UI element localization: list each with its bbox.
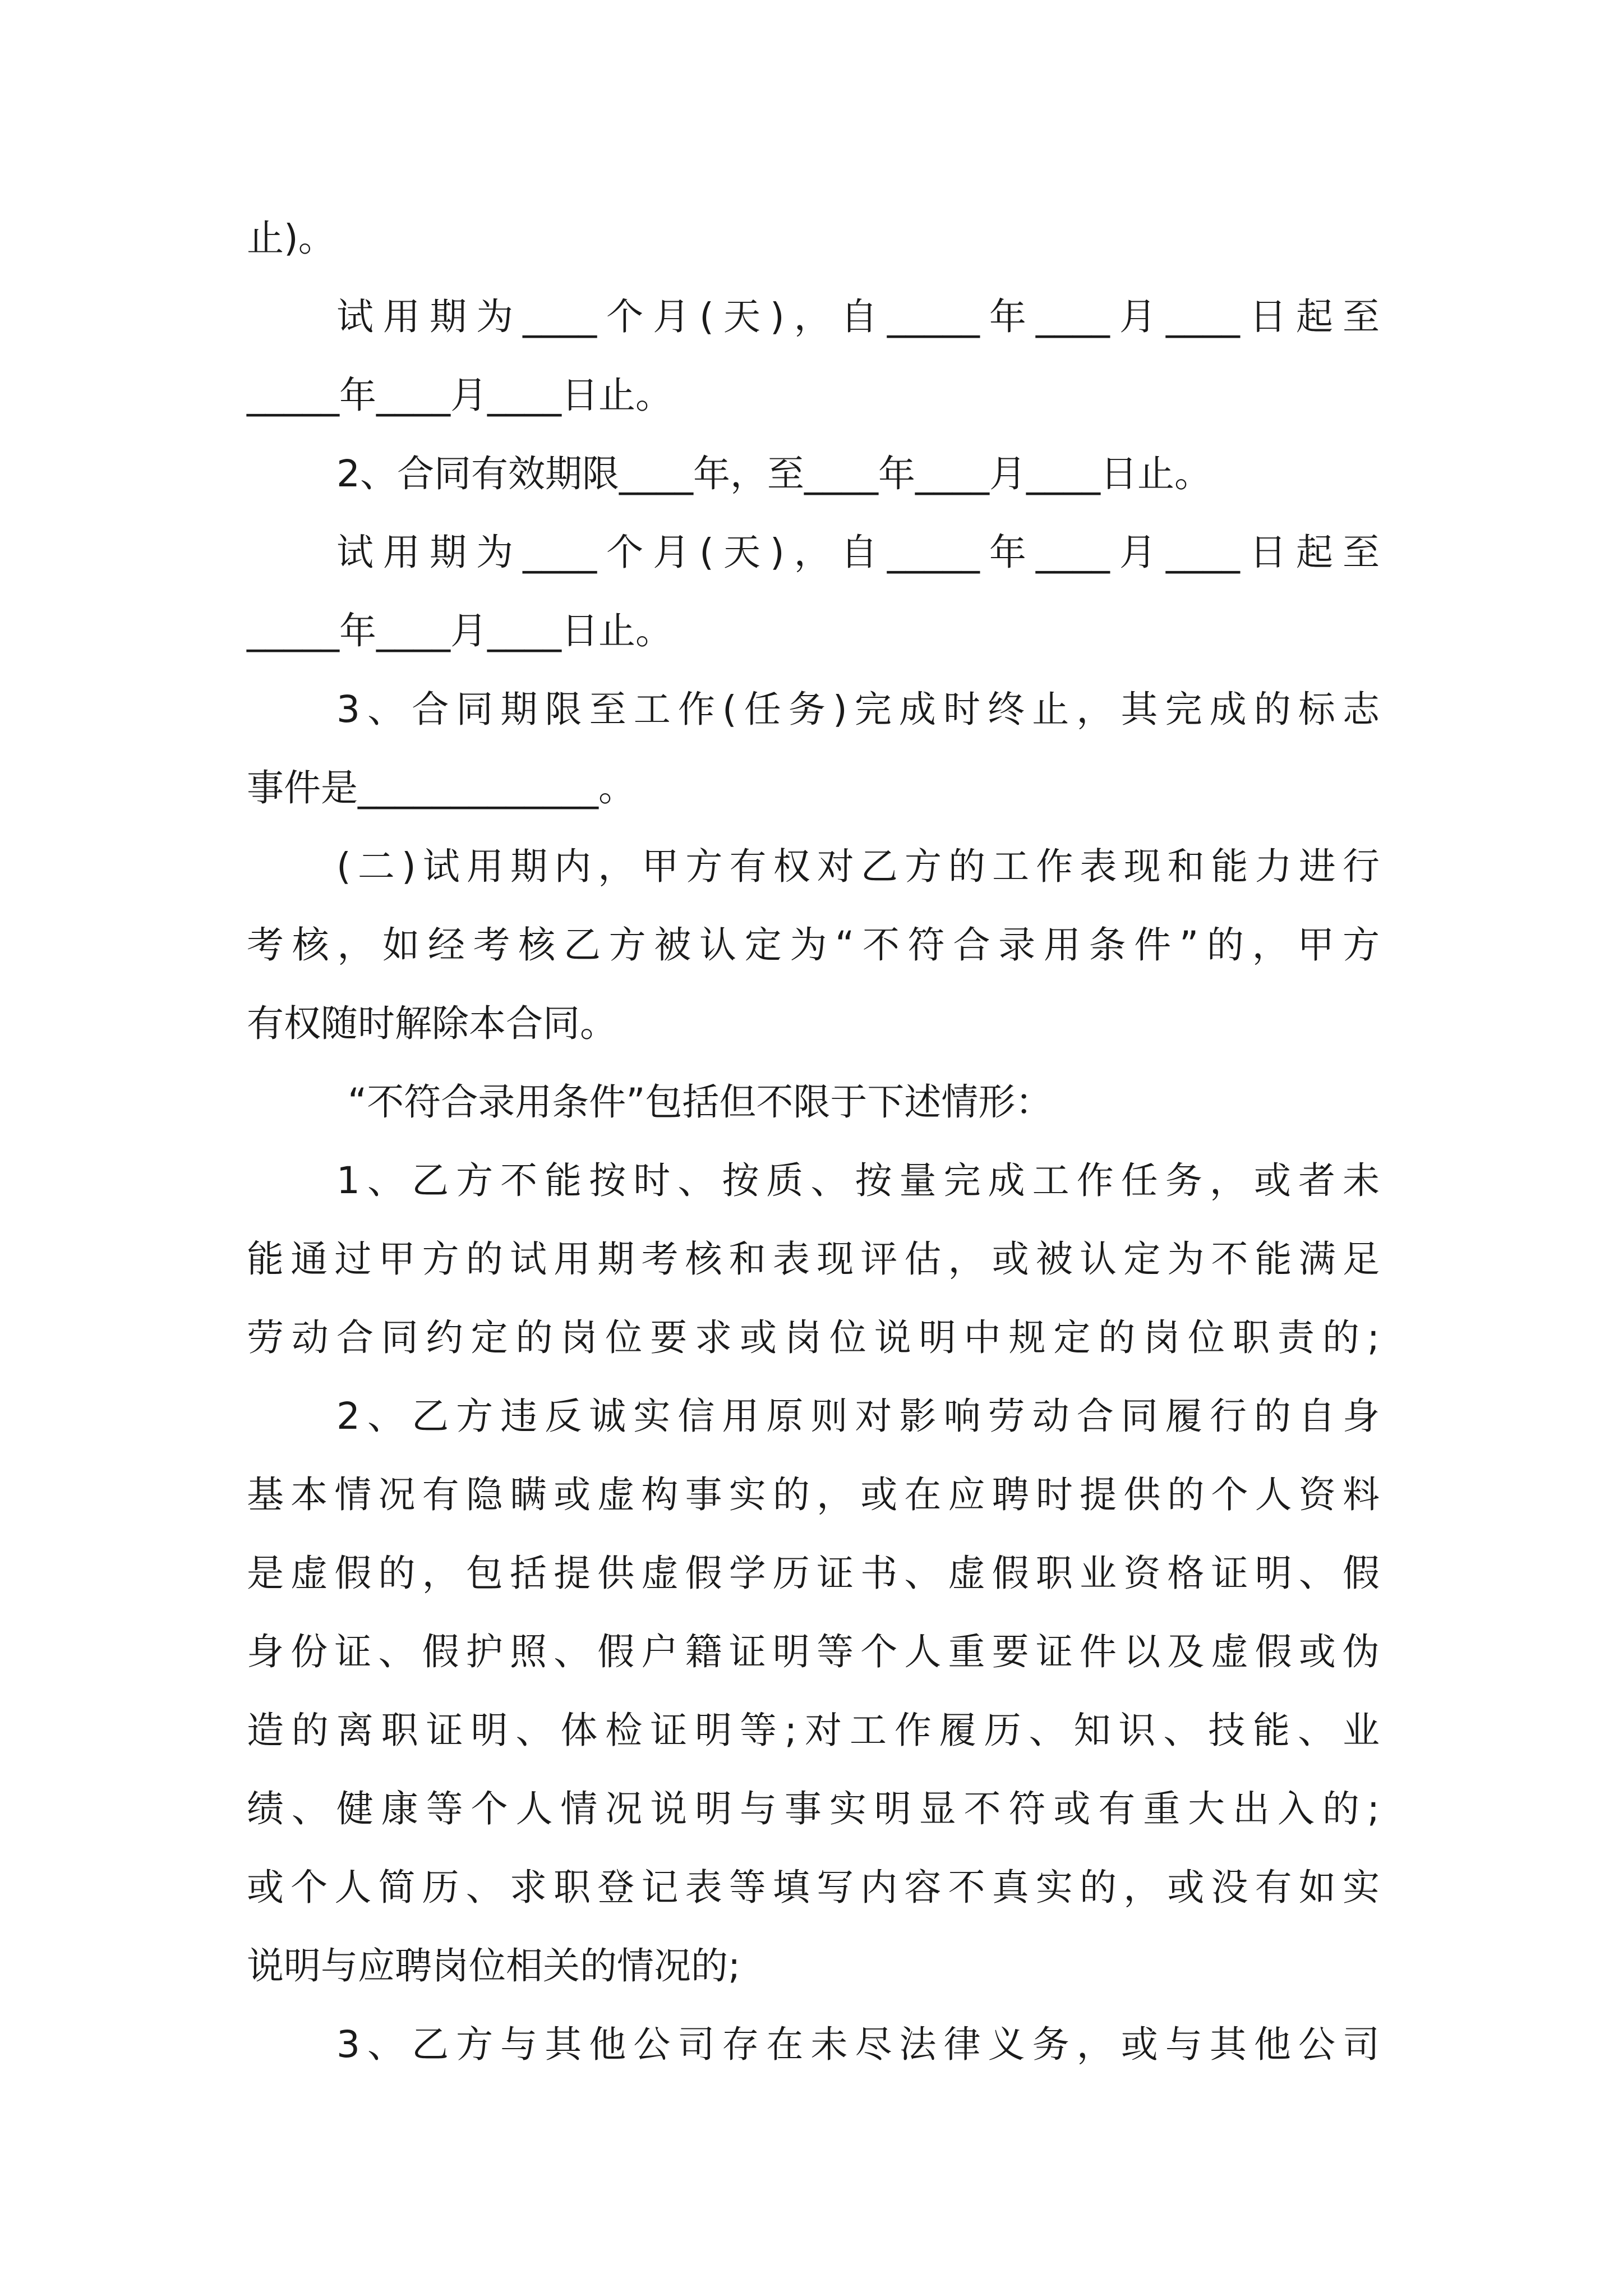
text-line-20: 造的离职证明、体检证明等;对工作履历、知识、技能、业 — [247, 1709, 1380, 1752]
text-line-17: 基本情况有隐瞒或虚构事实的，或在应聘时提供的个人资料 — [247, 1473, 1380, 1516]
text-line-6: _____年____月____日止。 — [247, 609, 672, 652]
text-line-5: 试用期为____个月(天)，自_____年____月____日起至 — [336, 531, 1380, 574]
text-line-10: 考核，如经考核乙方被认定为“不符合录用条件”的，甲方 — [247, 923, 1380, 967]
text-line-21: 绩、健康等个人情况说明与事实明显不符或有重大出入的; — [247, 1787, 1380, 1830]
text-line-23: 说明与应聘岗位相关的情况的; — [247, 1944, 741, 1987]
text-line-2: 试用期为____个月(天)，自_____年____月____日起至 — [336, 295, 1380, 338]
text-line-14: 能通过甲方的试用期考核和表现评估，或被认定为不能满足 — [247, 1237, 1380, 1281]
text-line-13: 1、乙方不能按时、按质、按量完成工作任务，或者未 — [336, 1159, 1380, 1202]
text-line-15: 劳动合同约定的岗位要求或岗位说明中规定的岗位职责的; — [247, 1316, 1380, 1359]
text-line-7: 3、合同期限至工作(任务)完成时终止，其完成的标志 — [336, 688, 1380, 731]
text-line-1: 止)。 — [247, 217, 335, 260]
text-line-16: 2、乙方违反诚实信用原则对影响劳动合同履行的自身 — [336, 1395, 1380, 1438]
text-line-3: _____年____月____日止。 — [247, 374, 672, 417]
text-line-12: “不符合录用条件”包括但不限于下述情形： — [348, 1080, 1053, 1124]
text-line-9: (二)试用期内，甲方有权对乙方的工作表现和能力进行 — [336, 845, 1380, 888]
text-line-8: 事件是_____________。 — [247, 766, 635, 809]
text-line-19: 身份证、假护照、假户籍证明等个人重要证件以及虚假或伪 — [247, 1630, 1380, 1673]
text-line-18: 是虚假的，包括提供虚假学历证书、虚假职业资格证明、假 — [247, 1552, 1380, 1595]
text-line-4: 2、合同有效期限____年，至____年____月____日止。 — [336, 452, 1211, 495]
text-line-11: 有权随时解除本合同。 — [247, 1002, 617, 1045]
text-line-24: 3、乙方与其他公司存在未尽法律义务，或与其他公司 — [336, 2023, 1380, 2066]
text-line-22: 或个人简历、求职登记表等填写内容不真实的，或没有如实 — [247, 1866, 1380, 1909]
